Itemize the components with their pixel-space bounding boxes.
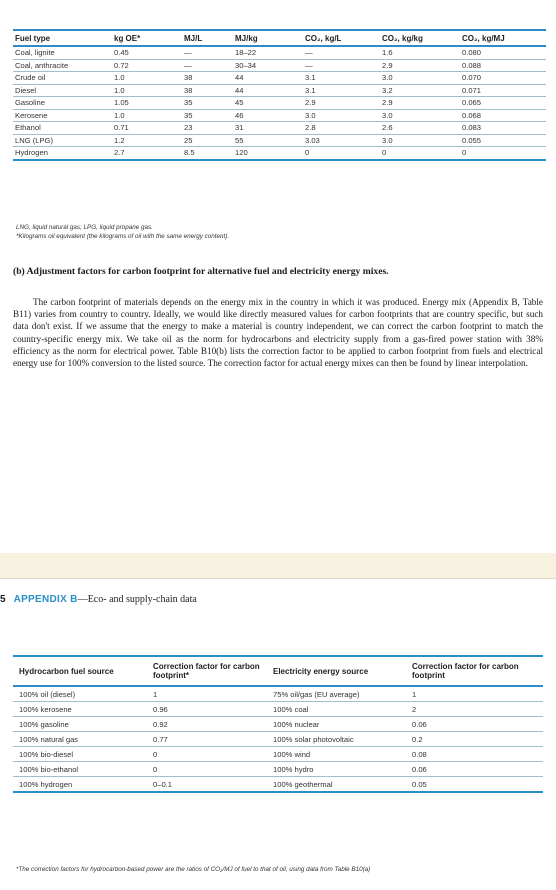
table-cell: 100% nuclear — [267, 717, 406, 732]
table-cell: 100% wind — [267, 747, 406, 762]
table-cell: LNG (LPG) — [13, 134, 112, 147]
table-row — [13, 46, 546, 59]
table-cell: Ethanol — [13, 122, 112, 135]
table-cell: — — [182, 46, 233, 59]
table-cell: 75% oil/gas (EU average) — [267, 686, 406, 702]
table-cell: 0.088 — [460, 59, 546, 72]
table-footnote: LNG, liquid natural gas; LPG, liquid propane gas. — [16, 224, 153, 231]
section-heading: (b) Adjustment factors for carbon footprint for alternative fuel and electricity energy mixes. — [13, 266, 389, 277]
table-cell: 1.0 — [112, 84, 182, 97]
table-cell: 2.6 — [380, 122, 460, 135]
table-cell: 3.0 — [303, 109, 380, 122]
table-cell: 100% oil (diesel) — [13, 686, 147, 702]
table-cell: 18–22 — [233, 46, 303, 59]
table-cell: 3.1 — [303, 72, 380, 85]
column-header: Hydrocarbon fuel source — [13, 656, 147, 686]
table-header-row — [13, 656, 543, 686]
correction-factor-table — [13, 655, 543, 793]
table-cell: — — [303, 59, 380, 72]
table-cell: 2.9 — [380, 97, 460, 110]
table-cell: 3.0 — [380, 72, 460, 85]
table-cell: 31 — [233, 122, 303, 135]
table-header-row — [13, 30, 546, 46]
table-footnote: *The correction factors for hydrocarbon-based power are the ratios of CO₂/MJ of fuel to that of oil, using data from Table B10(a) — [16, 866, 371, 873]
table-cell: 35 — [182, 97, 233, 110]
table-cell: 0 — [303, 147, 380, 160]
column-header: Correction factor for carbon footprint — [406, 656, 543, 686]
table-cell: 100% natural gas — [13, 732, 147, 747]
table-cell: — — [182, 59, 233, 72]
table-cell: 0.71 — [112, 122, 182, 135]
table-cell: Diesel — [13, 84, 112, 97]
table-cell: 0.06 — [406, 762, 543, 777]
table-cell: 44 — [233, 72, 303, 85]
table-cell: 0.08 — [406, 747, 543, 762]
table-cell: 0 — [147, 762, 267, 777]
table-cell: 2.7 — [112, 147, 182, 160]
table-cell: 46 — [233, 109, 303, 122]
table-cell: 0.083 — [460, 122, 546, 135]
table-cell: 44 — [233, 84, 303, 97]
table-cell: 3.03 — [303, 134, 380, 147]
table-cell: 0.065 — [460, 97, 546, 110]
table-cell: 0.080 — [460, 46, 546, 59]
table-cell: 38 — [182, 84, 233, 97]
table-row — [13, 84, 546, 97]
table-row — [13, 97, 546, 110]
table-cell: 100% hydro — [267, 762, 406, 777]
body-paragraph — [13, 296, 543, 369]
table-cell: 3.1 — [303, 84, 380, 97]
table-cell: 3.0 — [380, 109, 460, 122]
table-row — [13, 686, 543, 702]
table-cell: 1.2 — [112, 134, 182, 147]
table-cell: 1.05 — [112, 97, 182, 110]
table-row — [13, 702, 543, 717]
table-row — [13, 72, 546, 85]
page-break-band — [0, 553, 556, 579]
table-cell: 0.96 — [147, 702, 267, 717]
table-cell: 100% bio-ethanol — [13, 762, 147, 777]
table-cell: 2.9 — [380, 59, 460, 72]
table-cell: 0.068 — [460, 109, 546, 122]
table-cell: 25 — [182, 134, 233, 147]
table-cell: 0.06 — [406, 717, 543, 732]
table-cell: 1.0 — [112, 72, 182, 85]
table-cell: Gasoline — [13, 97, 112, 110]
table-row — [13, 717, 543, 732]
column-header: MJ/kg — [233, 30, 303, 46]
table-cell: 100% coal — [267, 702, 406, 717]
appendix-title: —Eco- and supply-chain data — [77, 594, 197, 605]
table-cell: 35 — [182, 109, 233, 122]
table-cell: 38 — [182, 72, 233, 85]
column-header: Electricity energy source — [267, 656, 406, 686]
table-cell: 0.071 — [460, 84, 546, 97]
column-header: CO₂, kg/kg — [380, 30, 460, 46]
table-cell: 55 — [233, 134, 303, 147]
table-cell: 0 — [147, 747, 267, 762]
table-cell: 0–0.1 — [147, 777, 267, 793]
table-cell: 0.92 — [147, 717, 267, 732]
table-cell: 45 — [233, 97, 303, 110]
table-row — [13, 122, 546, 135]
table-row — [13, 134, 546, 147]
table-row — [13, 109, 546, 122]
table-row — [13, 59, 546, 72]
paragraph-text: The carbon footprint of materials depends on the energy mix in the country in which it was produced. Energy mix (Appendix B, Table B11) varies from country to country. Ideally, we would like directly measured values for carbon footprints that are country specific, but such data don't exist. If we assume that the energy to make a material is country independent, we can correct the carbon footprint to match the country-specific energy mix. We take oil as the norm for hydrocarbons and electricity supply from a gas-fired power station with 38% efficiency as the norm for electrical power. Table B10(b) lists the correction factor to be applied to carbon footprint from fuels and electrical energy use for 100% conversion to the listed source. The correction factor for actual energy mixes can then be found by linear interpolation. — [13, 297, 543, 369]
table-row — [13, 747, 543, 762]
divider — [0, 578, 556, 579]
table-cell: 1.0 — [112, 109, 182, 122]
running-head — [0, 594, 197, 605]
table-cell: 100% kerosene — [13, 702, 147, 717]
column-header: CO₂, kg/MJ — [460, 30, 546, 46]
table-cell: 0.05 — [406, 777, 543, 793]
page-number: 5 — [0, 594, 6, 605]
table-cell: 0 — [380, 147, 460, 160]
table-cell: 30–34 — [233, 59, 303, 72]
column-header: kg OE* — [112, 30, 182, 46]
table-cell: 1 — [406, 686, 543, 702]
table-row — [13, 762, 543, 777]
table-cell: 0.72 — [112, 59, 182, 72]
table-cell: Kerosene — [13, 109, 112, 122]
table-cell: Crude oil — [13, 72, 112, 85]
column-header: MJ/L — [182, 30, 233, 46]
table-cell: 100% geothermal — [267, 777, 406, 793]
table-cell: 0.055 — [460, 134, 546, 147]
appendix-label: APPENDIX B — [13, 594, 78, 605]
table-cell: 3.0 — [380, 134, 460, 147]
table-cell: Hydrogen — [13, 147, 112, 160]
table-cell: 0.77 — [147, 732, 267, 747]
table-cell: 100% bio-diesel — [13, 747, 147, 762]
table-cell: 8.5 — [182, 147, 233, 160]
column-header: Fuel type — [13, 30, 112, 46]
table-cell: 2 — [406, 702, 543, 717]
table-cell: 1.6 — [380, 46, 460, 59]
table-cell: 0 — [460, 147, 546, 160]
table-cell: — — [303, 46, 380, 59]
table-row — [13, 777, 543, 793]
table-row — [13, 732, 543, 747]
table-cell: 0.070 — [460, 72, 546, 85]
table-cell: 0.45 — [112, 46, 182, 59]
table-cell: 23 — [182, 122, 233, 135]
column-header: CO₂, kg/L — [303, 30, 380, 46]
table-cell: Coal, anthracite — [13, 59, 112, 72]
table-cell: 100% hydrogen — [13, 777, 147, 793]
table-cell: 2.8 — [303, 122, 380, 135]
table-cell: 0.2 — [406, 732, 543, 747]
table-cell: 1 — [147, 686, 267, 702]
table-row — [13, 147, 546, 160]
table-cell: 100% solar photovoltaic — [267, 732, 406, 747]
table-cell: 2.9 — [303, 97, 380, 110]
table-footnote: *Kilograms oil equivalent (the kilograms of oil with the same energy content). — [16, 233, 230, 240]
table-cell: 120 — [233, 147, 303, 160]
table-cell: 100% gasoline — [13, 717, 147, 732]
table-cell: Coal, lignite — [13, 46, 112, 59]
column-header: Correction factor for carbon footprint* — [147, 656, 267, 686]
table-cell: 3.2 — [380, 84, 460, 97]
fuel-properties-table — [13, 29, 546, 161]
